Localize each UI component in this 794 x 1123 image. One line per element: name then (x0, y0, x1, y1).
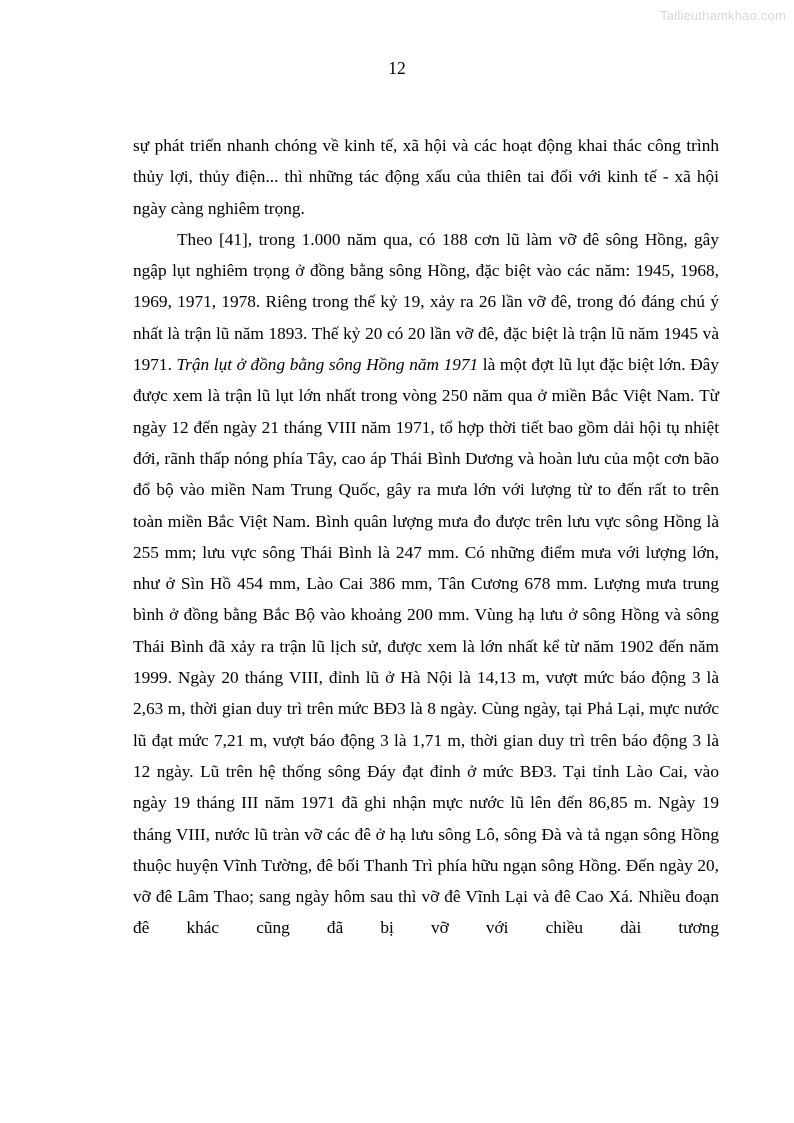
paragraph-1: sự phát triển nhanh chóng về kinh tế, xã hội và các hoạt động khai thác công trình thủy lợi, thủy điện... thì những tác động xấu của thiên tai đối với kinh tế - xã hội ngày càng nghiêm trọng. (133, 136, 719, 218)
paragraph-2 (133, 224, 719, 944)
document-body (133, 130, 719, 944)
paragraph-2-italic-title: Trận lụt ở đồng bằng sông Hồng năm 1971 (176, 355, 479, 375)
paragraph-2-body: là một đợt lũ lụt đặc biệt lớn. Đây được xem là trận lũ lụt lớn nhất trong vòng 250 năm qua ở miền Bắc Việt Nam. Từ ngày 12 đến ngày 21 tháng VIII năm 1971, tổ hợp thời tiết bao gồm dải hội tụ nhiệt đới, rãnh thấp nóng phía Tây, cao áp Thái Bình Dương và hoàn lưu của một cơn bão đổ bộ vào miền Nam Trung Quốc, gây ra mưa lớn với lượng từ to đến rất to trên toàn miền Bắc Việt Nam. Bình quân lượng mưa đo được trên lưu vực sông Hồng là 255 mm; lưu vực sông Thái Bình là 247 mm. Có những điểm mưa với lượng lớn, như ở Sìn Hồ 454 mm, Lào Cai 386 mm, Tân Cương 678 mm. Lượng mưa trung bình ở đồng bằng Bắc Bộ vào khoảng 200 mm. Vùng hạ lưu ở sông Hồng và sông Thái Bình đã xảy ra trận lũ lịch sử, được xem là lớn nhất kể từ năm 1902 đến năm 1999. Ngày 20 tháng VIII, đỉnh lũ ở Hà Nội là 14,13 m, vượt mức báo động 3 là 2,63 m, thời gian duy trì trên mức BĐ3 là 8 ngày. Cùng ngày, tại Phả Lại, mực nước lũ đạt mức 7,21 m, vượt báo động 3 là 1,71 m, thời gian duy trì trên báo động 3 là 12 ngày. Lũ trên hệ thống sông Đáy đạt đỉnh ở mức BĐ3. Tại tỉnh Lào Cai, vào ngày 19 tháng III năm 1971 đã ghi nhận mực nước lũ lên đến 86,85 m. Ngày 19 tháng VIII, nước lũ tràn vỡ các đê ở hạ lưu sông Lô, sông Đà và tả ngạn sông Hồng thuộc huyện Vĩnh Tường, đê bối Thanh Trì phía hữu ngạn sông Hồng. Đến ngày 20, vỡ đê Lâm Thao; sang ngày hôm sau thì vỡ đê Vĩnh Lại và đê Cao Xá. Nhiều đoạn đê khác cũng đã bị vỡ với chiều dài tương (133, 355, 719, 938)
paragraph-2-intro: Theo [41], trong 1.000 năm qua, có 188 cơn lũ làm vỡ đê sông Hồng, gây ngập lụt nghiêm trọng ở đồng bằng sông Hồng, đặc biệt vào các năm: 1945, 1968, 1969, 1971, 1978. Riêng trong thế kỷ 19, xảy ra 26 lần vỡ đê, trong đó đáng chú ý nhất là trận lũ năm 1893. Thế kỷ 20 có 20 lần vỡ đê, đặc biệt là trận lũ năm 1945 và 1971. (133, 229, 719, 375)
watermark: Tailieuthamkhao.com (660, 8, 786, 23)
page-number: 12 (388, 58, 406, 78)
